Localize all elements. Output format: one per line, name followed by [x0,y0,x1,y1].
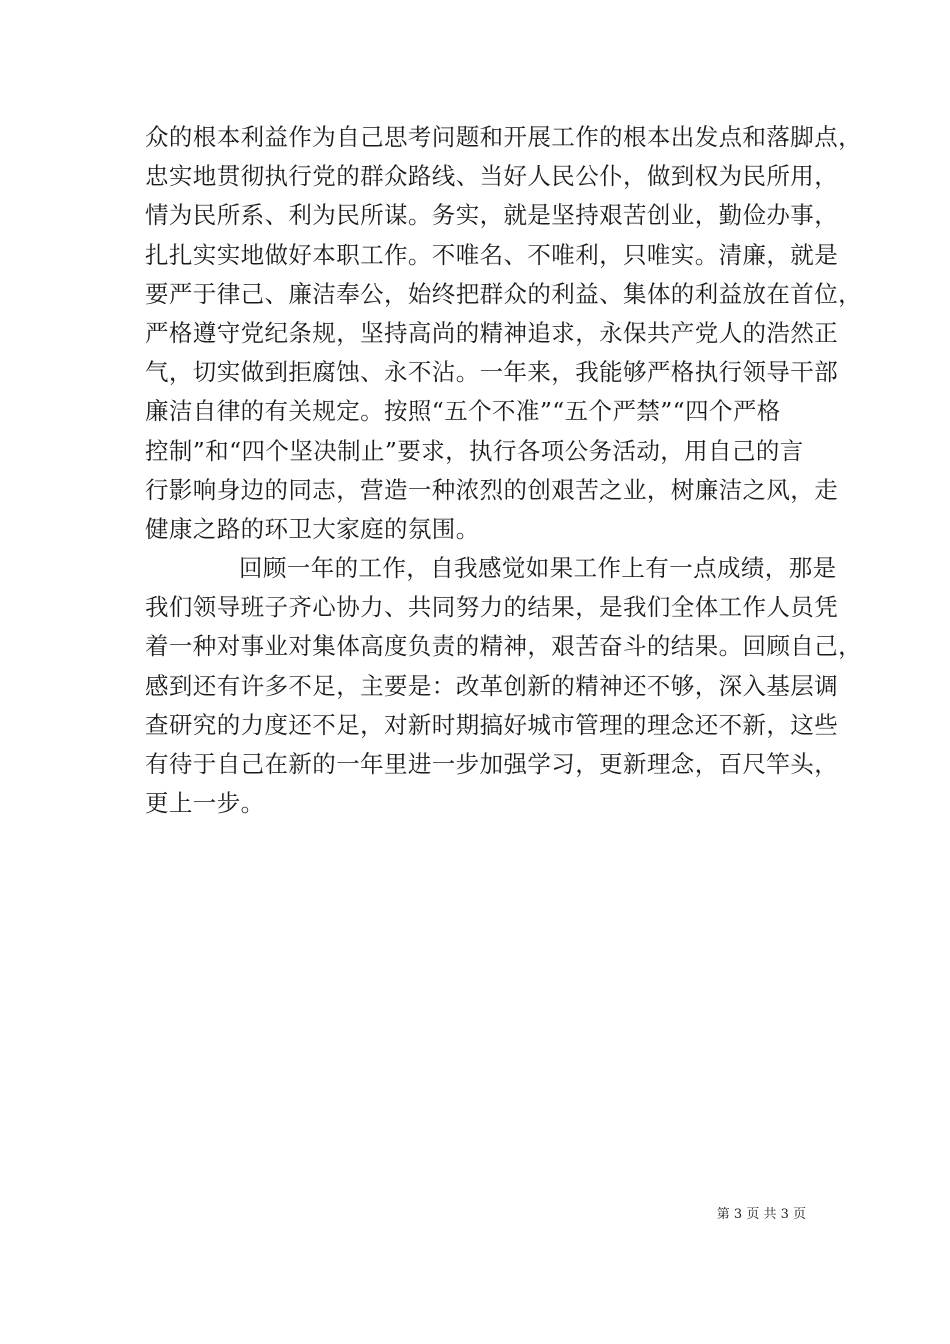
paragraph-1 [145,118,862,549]
text-line: 我们领导班子齐心协力、共同努力的结果，是我们全体工作人员凭 [145,593,839,622]
text-line: 廉洁自律的有关规定。按照“五个不准”“五个严禁”“四个严格 [145,397,781,426]
text-line: 查研究的力度还不足，对新时期搞好城市管理的理念还不新，这些 [145,710,839,739]
paragraph-2 [145,549,862,823]
text-line: 更上一步。 [145,789,265,818]
text-line: 着一种对事业对集体高度负责的精神，艰苦奋斗的结果。回顾自己， [145,632,862,661]
text-line: 有待于自己在新的一年里进一步加强学习，更新理念，百尺竿头， [145,750,839,778]
text-line: 气，切实做到拒腐蚀、永不沾。一年来，我能够严格执行领导干部 [145,358,839,387]
text-line: 扎扎实实地做好本职工作。不唯名、不唯利，只唯实。清廉，就是 [145,240,839,269]
text-line: 忠实地贯彻执行党的群众路线、当好人民公仆，做到权为民所用， [145,162,839,191]
text-line: 众的根本利益作为自己思考问题和开展工作的根本出发点和落脚点， [145,123,862,151]
text-line: 严格遵守党纪条规，坚持高尚的精神追求，永保共产党人的浩然正 [145,318,839,347]
page-number-footer: 第 3 页 共 3 页 [716,1207,806,1222]
text-line: 要严于律己、廉洁奉公，始终把群众的利益、集体的利益放在首位， [145,279,862,308]
document-body [145,118,862,823]
text-line: 控制”和“四个坚决制止”要求，执行各项公务活动，用自己的言 [145,436,804,465]
text-line: 行影响身边的同志，营造一种浓烈的创艰苦之业，树廉洁之风，走 [145,475,839,504]
text-line: 情为民所系、利为民所谋。务实，就是坚持艰苦创业，勤俭办事， [145,201,839,230]
text-line: 回顾一年的工作，自我感觉如果工作上有一点成绩，那是 [239,554,837,583]
text-line: 感到还有许多不足，主要是：改革创新的精神还不够，深入基层调 [145,671,839,700]
text-line: 健康之路的环卫大家庭的氛围。 [145,514,480,543]
